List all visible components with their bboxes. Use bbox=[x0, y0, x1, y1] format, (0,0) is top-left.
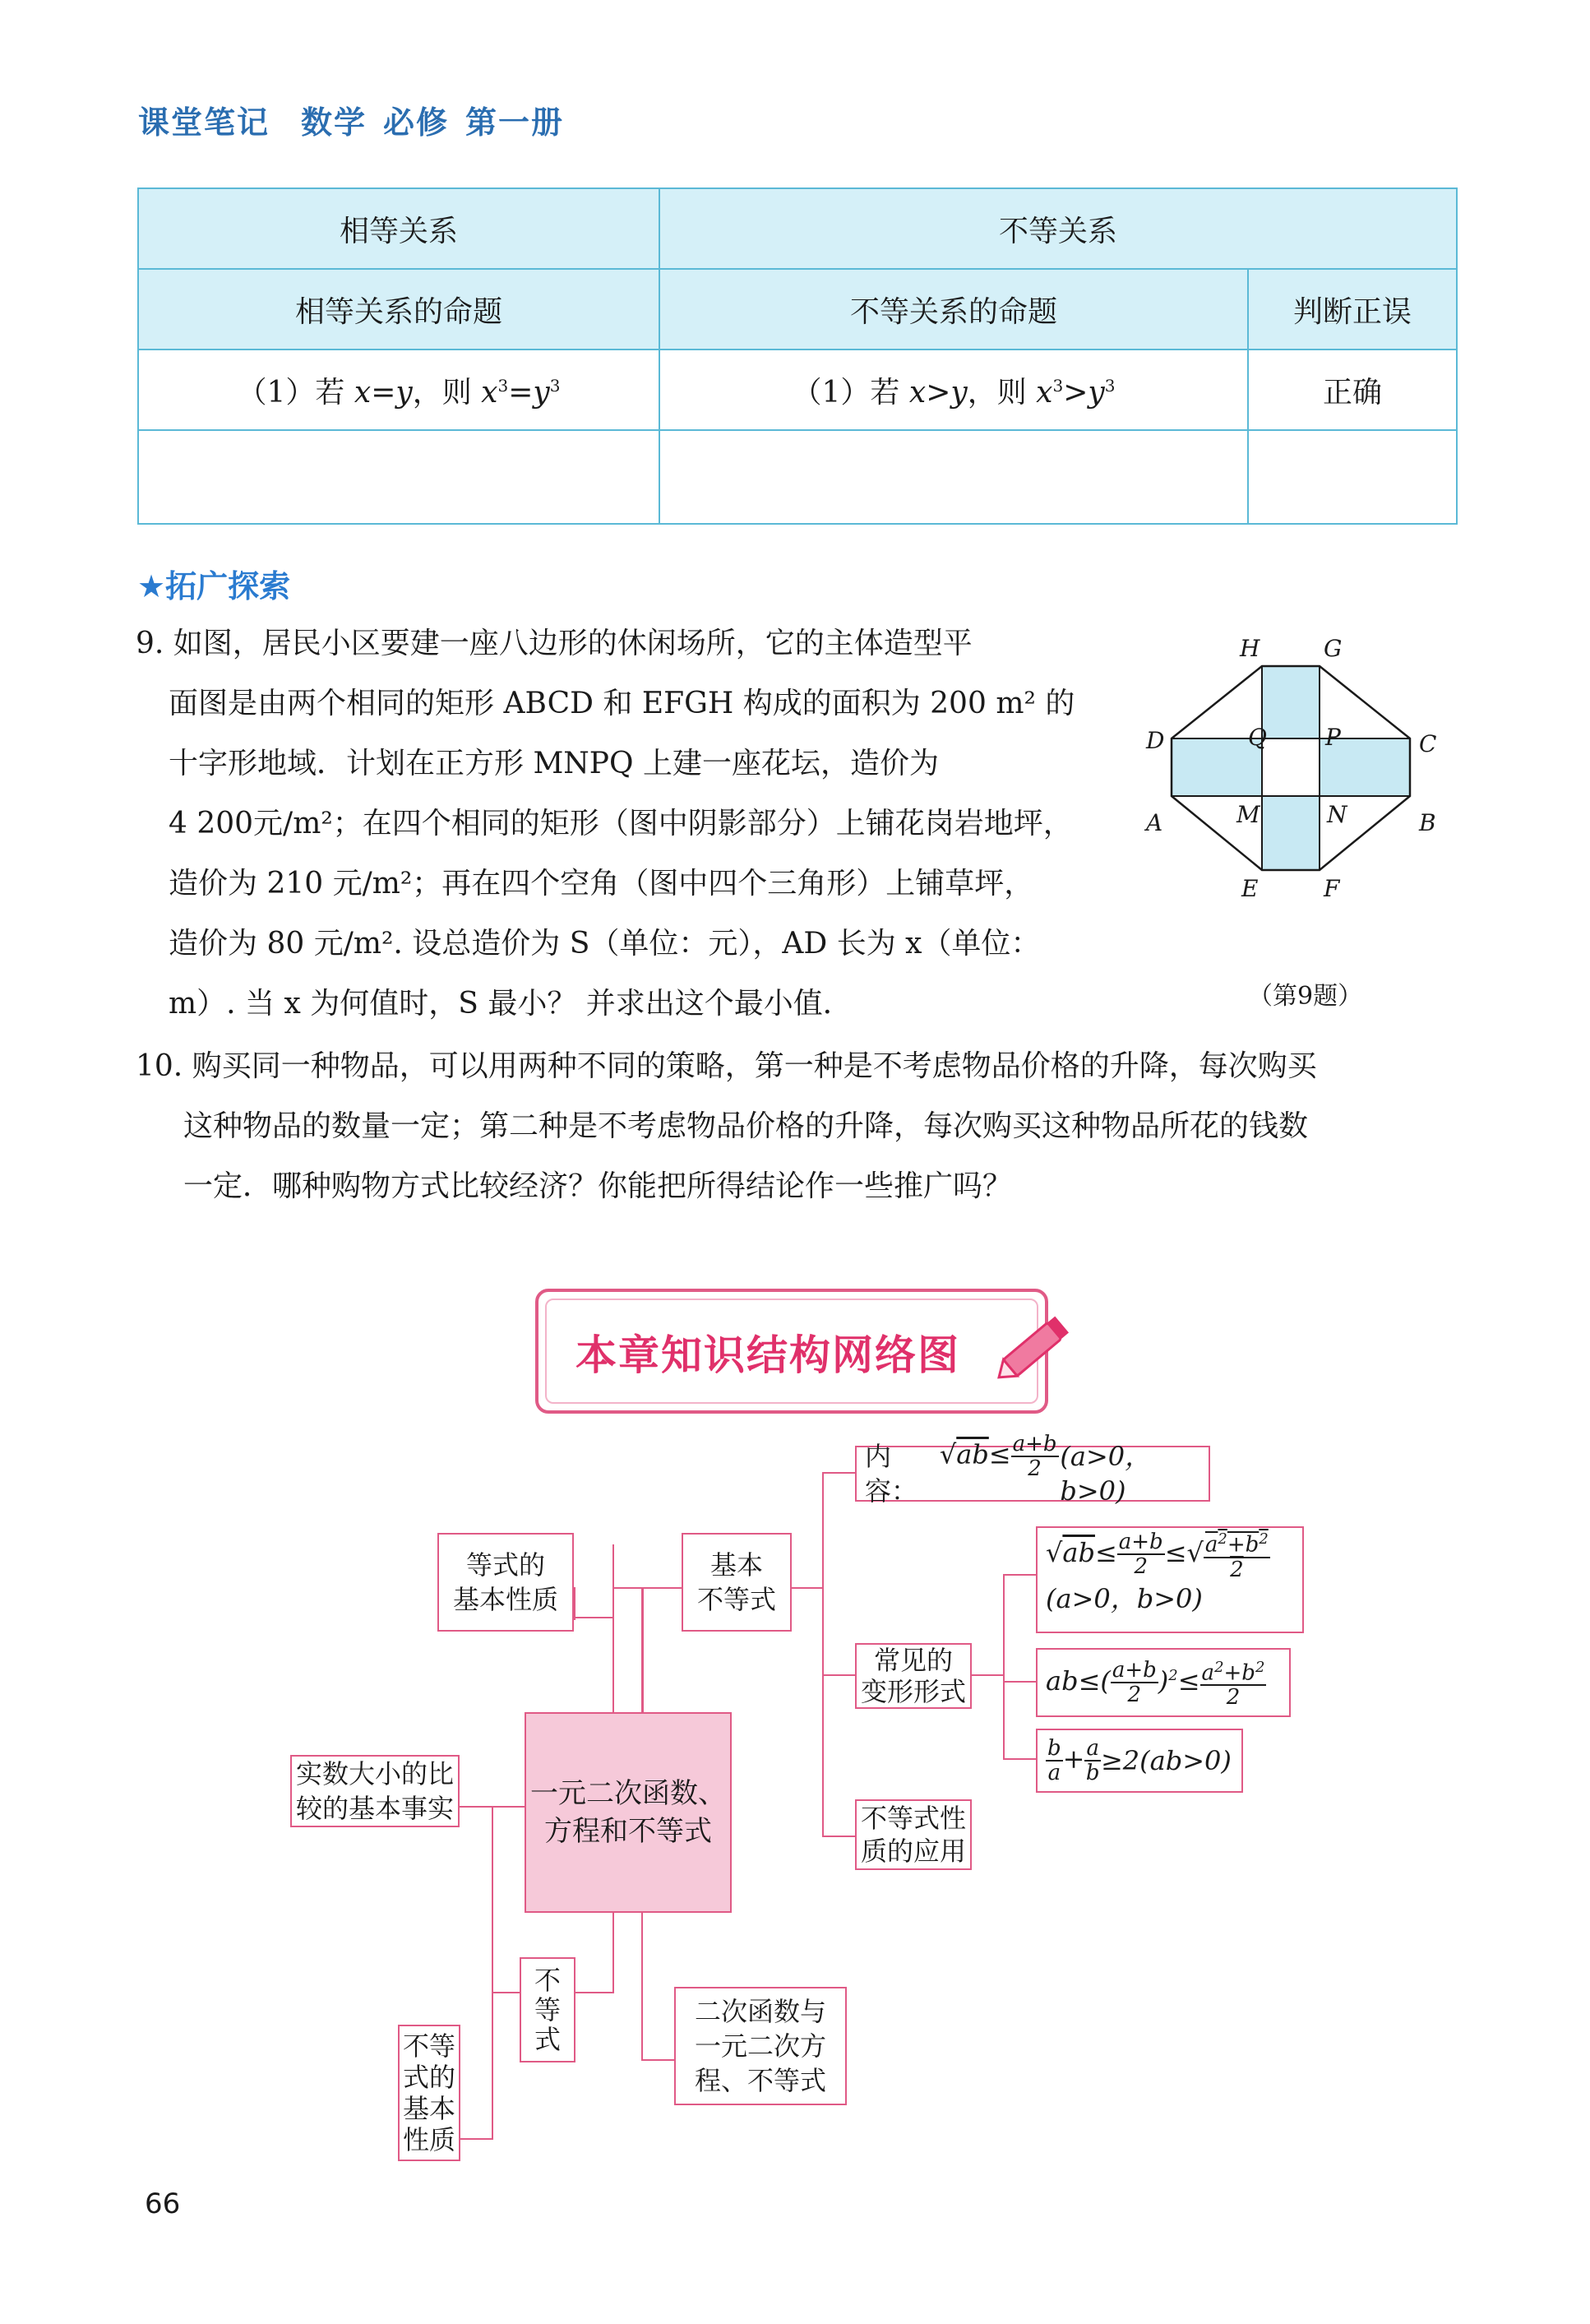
connector bbox=[492, 1992, 520, 1993]
node-text: 性质 bbox=[402, 2124, 455, 2155]
connector bbox=[574, 1587, 575, 1620]
connector bbox=[1003, 1758, 1036, 1760]
content-cond: (a>0，b>0) bbox=[1060, 1441, 1152, 1507]
node-text: 基本性质 bbox=[452, 1584, 558, 1615]
row1-equal: （1）若 x=y，则 $x^3=y^3$ bbox=[138, 350, 659, 430]
node-text: 基本 bbox=[402, 2093, 455, 2124]
connector bbox=[822, 1472, 855, 1474]
node-text: 式 bbox=[534, 2024, 561, 2055]
label-G: G bbox=[1324, 635, 1343, 662]
row1-judge: 正确 bbox=[1248, 350, 1457, 430]
connector bbox=[574, 1992, 614, 1993]
header-part1: 课堂笔记 bbox=[138, 104, 270, 141]
node-eq-props bbox=[437, 1533, 574, 1632]
label-E: E bbox=[1241, 875, 1259, 902]
row2-judge bbox=[1248, 430, 1457, 524]
node-text: 基本 bbox=[709, 1549, 763, 1581]
label-C: C bbox=[1419, 730, 1437, 757]
header-part2: 数学 bbox=[301, 104, 367, 141]
content-formula: √ab≤ $\frac{a+b}{2}$ bbox=[939, 1432, 1057, 1481]
node-text: 式的 bbox=[402, 2062, 455, 2093]
label-H: H bbox=[1240, 635, 1260, 662]
row1-unequal: （1）若 x>y，则 $x^3>y^3$ bbox=[659, 350, 1248, 430]
node-form1 bbox=[1036, 1526, 1304, 1633]
connector bbox=[822, 1674, 855, 1676]
label-M: M bbox=[1236, 801, 1260, 828]
p10-line: 10. 购买同一种物品，可以用两种不同的策略，第一种是不考虑物品价格的升降，每次购买 bbox=[136, 1049, 1317, 1083]
connector bbox=[612, 1587, 645, 1589]
node-text: 一元二次函数、 bbox=[530, 1777, 726, 1810]
connector bbox=[459, 1806, 493, 1808]
node-text: 实数大小的比 bbox=[295, 1758, 454, 1789]
group-unequal: 不等关系 bbox=[659, 188, 1457, 269]
octagon-figure bbox=[1135, 633, 1455, 962]
node-center bbox=[525, 1712, 732, 1913]
connector bbox=[1003, 1574, 1036, 1576]
map-title: 本章知识结构网络图 bbox=[575, 1331, 960, 1379]
node-text: 不等式 bbox=[696, 1584, 776, 1615]
section-title: ★拓广探索 bbox=[137, 568, 291, 604]
node-form2 bbox=[1036, 1648, 1291, 1717]
connector bbox=[644, 1587, 682, 1589]
group-equal: 相等关系 bbox=[138, 188, 659, 269]
shade-bottom bbox=[1262, 796, 1320, 870]
p9-line: 4 200元/m²；在四个相同的矩形（图中阴影部分）上铺花岗岩地坪， bbox=[169, 807, 1073, 840]
node-text: 不等 bbox=[402, 2030, 455, 2062]
form1-cond: (a>0，b>0) bbox=[1046, 1582, 1203, 1614]
label-N: N bbox=[1327, 801, 1347, 828]
book-header bbox=[138, 97, 564, 142]
p9-line: 造价为 80 元/m². 设总造价为 S（单位：元），AD 长为 x（单位： bbox=[169, 927, 1041, 961]
row2-unequal bbox=[659, 430, 1248, 524]
node-quad bbox=[674, 1987, 847, 2105]
label-Q: Q bbox=[1248, 724, 1267, 751]
node-text: 一元二次方 bbox=[694, 2030, 826, 2062]
node-content bbox=[855, 1432, 1210, 1507]
label-B: B bbox=[1419, 809, 1436, 836]
connector bbox=[822, 1472, 824, 1837]
connector bbox=[641, 1911, 643, 2061]
connector bbox=[641, 1587, 643, 1712]
connector bbox=[493, 1806, 526, 1808]
node-compare bbox=[290, 1755, 460, 1827]
connector bbox=[612, 1911, 614, 1993]
node-text: 质的应用 bbox=[860, 1836, 966, 1867]
label-P: P bbox=[1325, 724, 1341, 751]
node-text: 方程和不等式 bbox=[544, 1815, 712, 1848]
p9-line: 面图是由两个相同的矩形 ABCD 和 EFGH 构成的面积为 200 m² 的 bbox=[169, 687, 1075, 720]
form2-formula: ab≤( $\frac{a+b}{2}$ )$^2$≤ $\frac{a^2+b^2}{2}$ bbox=[1046, 1656, 1266, 1710]
p10-line: 一定．哪种购物方式比较经济？你能把所得结论作一些推广吗？ bbox=[183, 1169, 1013, 1203]
node-text: 等 bbox=[534, 1994, 561, 2025]
connector bbox=[460, 2138, 493, 2140]
p9-line: 造价为 210 元/m²；再在四个空角（图中四个三角形）上铺草坪， bbox=[169, 867, 1034, 900]
node-text: 常见的 bbox=[873, 1645, 953, 1676]
connector bbox=[492, 1806, 493, 2140]
content-label: 内容： bbox=[865, 1441, 918, 1507]
label-D: D bbox=[1146, 727, 1165, 754]
figure-caption: （第9题） bbox=[1248, 982, 1363, 1011]
col-judge: 判断正误 bbox=[1248, 269, 1457, 350]
form3-cond: ≥2(ab>0) bbox=[1100, 1745, 1232, 1776]
page-number: 66 bbox=[145, 2187, 181, 2220]
form1-formula: √ab≤ $\frac{a+b}{2}$ ≤√ $\frac{a^2+b^2}{2}$ bbox=[1046, 1528, 1270, 1581]
node-ineq-props bbox=[398, 2025, 460, 2161]
col-unequal: 不等关系的命题 bbox=[659, 269, 1248, 350]
row2-equal bbox=[138, 430, 659, 524]
label-A: A bbox=[1146, 809, 1163, 836]
node-text: 较的基本事实 bbox=[295, 1793, 454, 1824]
node-apply bbox=[855, 1799, 972, 1870]
connector bbox=[612, 1617, 614, 1712]
node-text: 不等式性 bbox=[860, 1803, 966, 1834]
pencil-icon bbox=[987, 1299, 1077, 1398]
connector bbox=[822, 1836, 855, 1837]
node-text: 不 bbox=[534, 1965, 561, 1996]
p9-line: m）. 当 x 为何值时，S 最小？ 并求出这个最小值． bbox=[169, 987, 853, 1021]
node-text: 变形形式 bbox=[860, 1676, 966, 1707]
node-text: 二次函数与 bbox=[694, 1996, 826, 2027]
node-text: 等式的 bbox=[465, 1549, 545, 1581]
node-common-forms bbox=[855, 1643, 972, 1709]
p9-line: 十字形地域．计划在正方形 MNPQ 上建一座花坛，造价为 bbox=[169, 747, 939, 780]
p9-line: 9. 如图，居民小区要建一座八边形的休闲场所，它的主体造型平 bbox=[136, 627, 973, 660]
connector bbox=[574, 1617, 614, 1618]
p10-line: 这种物品的数量一定；第二种是不考虑物品价格的升降，每次购买这种物品所花的钱数 bbox=[183, 1109, 1309, 1143]
node-text: 程、不等式 bbox=[694, 2065, 826, 2096]
comparison-table bbox=[137, 187, 1458, 525]
connector bbox=[1003, 1574, 1005, 1760]
shade-top bbox=[1262, 666, 1320, 738]
col-equal: 相等关系的命题 bbox=[138, 269, 659, 350]
problem-10 bbox=[136, 1036, 1459, 1216]
problem-9 bbox=[136, 613, 1106, 1034]
header-part3: 必修 bbox=[383, 104, 450, 141]
form3-formula: $\frac{b}{a}$ + $\frac{a}{b}$ bbox=[1047, 1736, 1100, 1785]
header-part4: 第一册 bbox=[465, 104, 565, 141]
connector bbox=[791, 1587, 824, 1589]
node-basic-ineq bbox=[682, 1533, 792, 1632]
connector bbox=[972, 1674, 1005, 1676]
node-form3 bbox=[1036, 1729, 1243, 1793]
connector bbox=[1003, 1681, 1036, 1683]
node-ineq bbox=[520, 1957, 575, 2062]
label-F: F bbox=[1324, 875, 1340, 902]
connector bbox=[641, 2059, 674, 2061]
